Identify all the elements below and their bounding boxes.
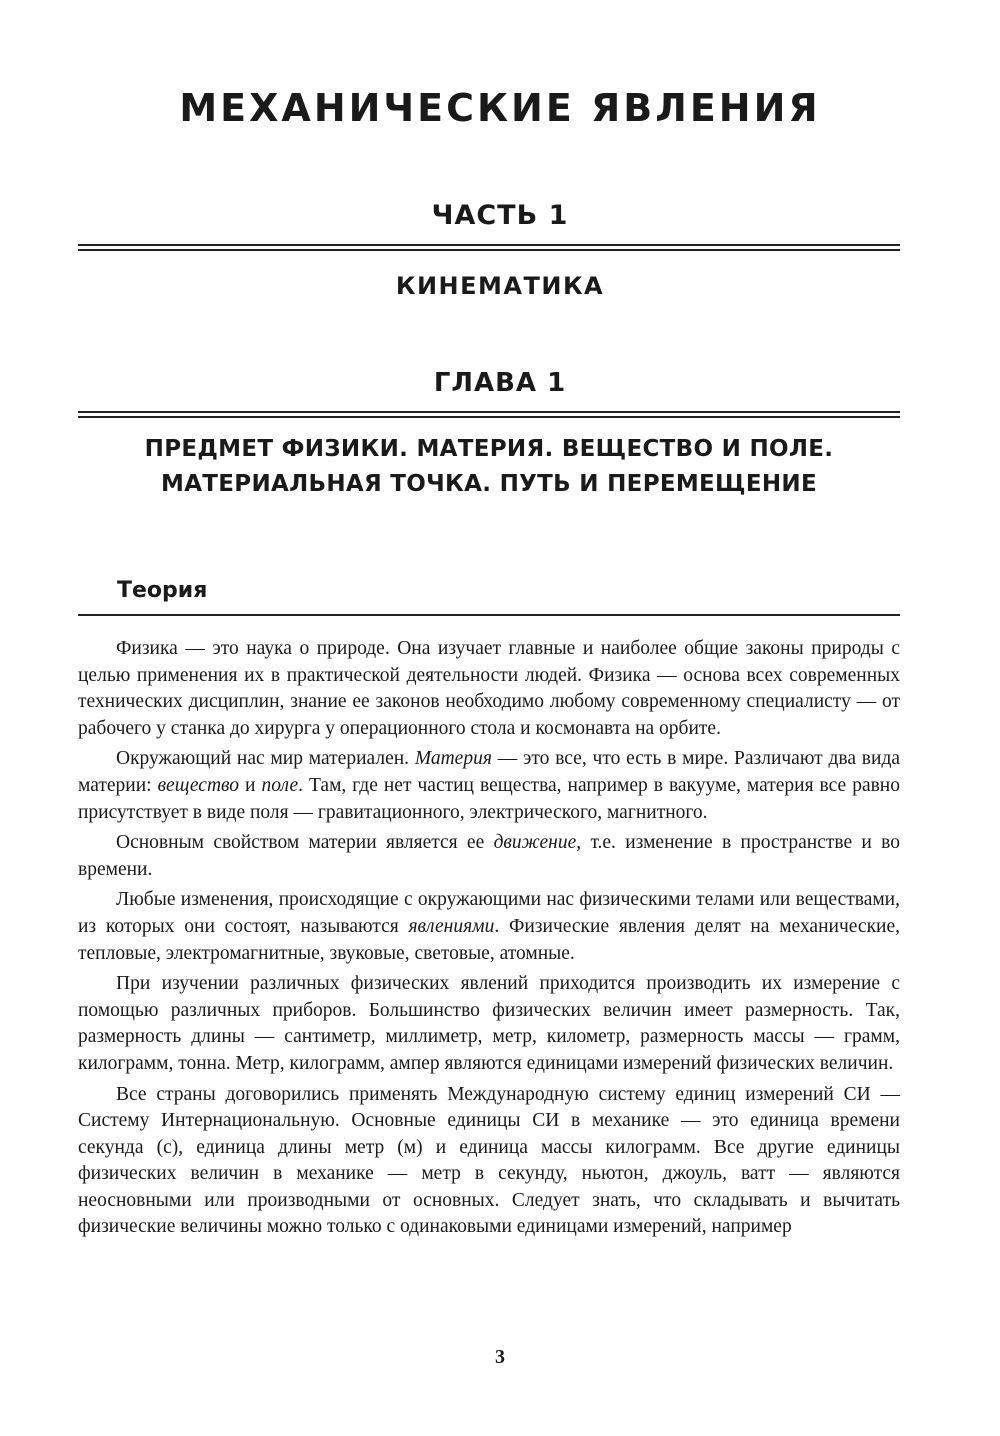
paragraph-4-text-c: . Физические явления делят на механические, тепловые, электромагнитные, звуковые, световые, атомные. xyxy=(78,915,901,964)
chapter-title-line-1: ПРЕДМЕТ ФИЗИКИ. МАТЕРИЯ. ВЕЩЕСТВО И ПОЛЕ. xyxy=(144,436,834,462)
paragraph-3 xyxy=(78,830,900,883)
term-motion: движение xyxy=(493,832,577,854)
double-rule-top xyxy=(78,244,900,251)
theory-heading: Теория xyxy=(117,578,208,603)
section-title: МЕХАНИЧЕСКИЕ ЯВЛЕНИЯ xyxy=(179,86,821,130)
theory-rule xyxy=(78,614,900,616)
paragraph-4-text-a: Любые изменения, происходящие с окружающими нас физическими телами или веществами, из которых они состоят, называются xyxy=(78,889,900,937)
term-matter: Материя xyxy=(414,748,492,770)
chapter-number: ГЛАВА 1 xyxy=(433,368,567,398)
paragraph-4 xyxy=(78,887,900,967)
part-title: КИНЕМАТИКА xyxy=(395,272,605,300)
paragraph-3-text-c: , т.е. изменение в пространстве и во времени. xyxy=(78,832,900,880)
paragraph-2-text-a: Окружающий нас мир материален. xyxy=(116,748,410,770)
part-number: ЧАСТЬ 1 xyxy=(431,200,569,231)
paragraph-3-text-a: Основным свойством материи является ее xyxy=(116,832,485,854)
chapter-title-line-2: МАТЕРИАЛЬНАЯ ТОЧКА. ПУТЬ И ПЕРЕМЕЩЕНИЕ xyxy=(161,471,817,497)
paragraph-6: Все страны договорились применять Международную систему единиц измерений СИ — Систему Интернациональную. Основные единицы СИ в механике — это единица времени секунда (с), единица длины метр (м) и единица массы килограмм. Все другие единицы физических величин в механике — метр в секунду, ньютон, джоуль, ватт — являются неосновными или производными от основных. Следует знать, что складывать и вычитать физические величины можно только с одинаковыми единицами измерений, например xyxy=(78,1083,900,1238)
paragraph-5: При изучении различных физических явлений приходится производить их измерение с помощью различных приборов. Большинство физических величин имеет размерность. Так, размерность длины — сантиметр, миллиметр, метр, километр, размерность массы — грамм, килограмм, тонна. Метр, килограмм, ампер являются единицами измерений физических величин. xyxy=(78,973,900,1074)
chapter-title xyxy=(78,432,900,502)
page-number: 3 xyxy=(495,1346,505,1368)
paragraph-1: Физика — это наука о природе. Она изучает главные и наиболее общие законы природы с целью применения их в практической деятельности людей. Физика — основа всех современных технических дисциплин, знание ее законов необходимо любому современному специалисту — от рабочего у станка до хирурга у операционного стола и космонавта на орбите. xyxy=(78,638,900,739)
paragraph-2 xyxy=(78,746,900,826)
paragraph-2-text-e: и xyxy=(245,774,256,796)
double-rule-chapter xyxy=(78,411,900,418)
body-text xyxy=(78,636,900,1245)
term-substance: вещество xyxy=(157,774,239,796)
term-field: поле xyxy=(261,774,299,796)
term-phenomena: явлениями xyxy=(408,915,495,937)
paragraph-2-text-c: — это все, что есть в мире. Различают два вида материи: xyxy=(78,748,901,796)
paragraph-2-text-g: . Там, где нет частиц вещества, например в вакууме, материя все равно присутствует в виде поля — гравитационного, электрического, магнитного. xyxy=(78,774,900,823)
